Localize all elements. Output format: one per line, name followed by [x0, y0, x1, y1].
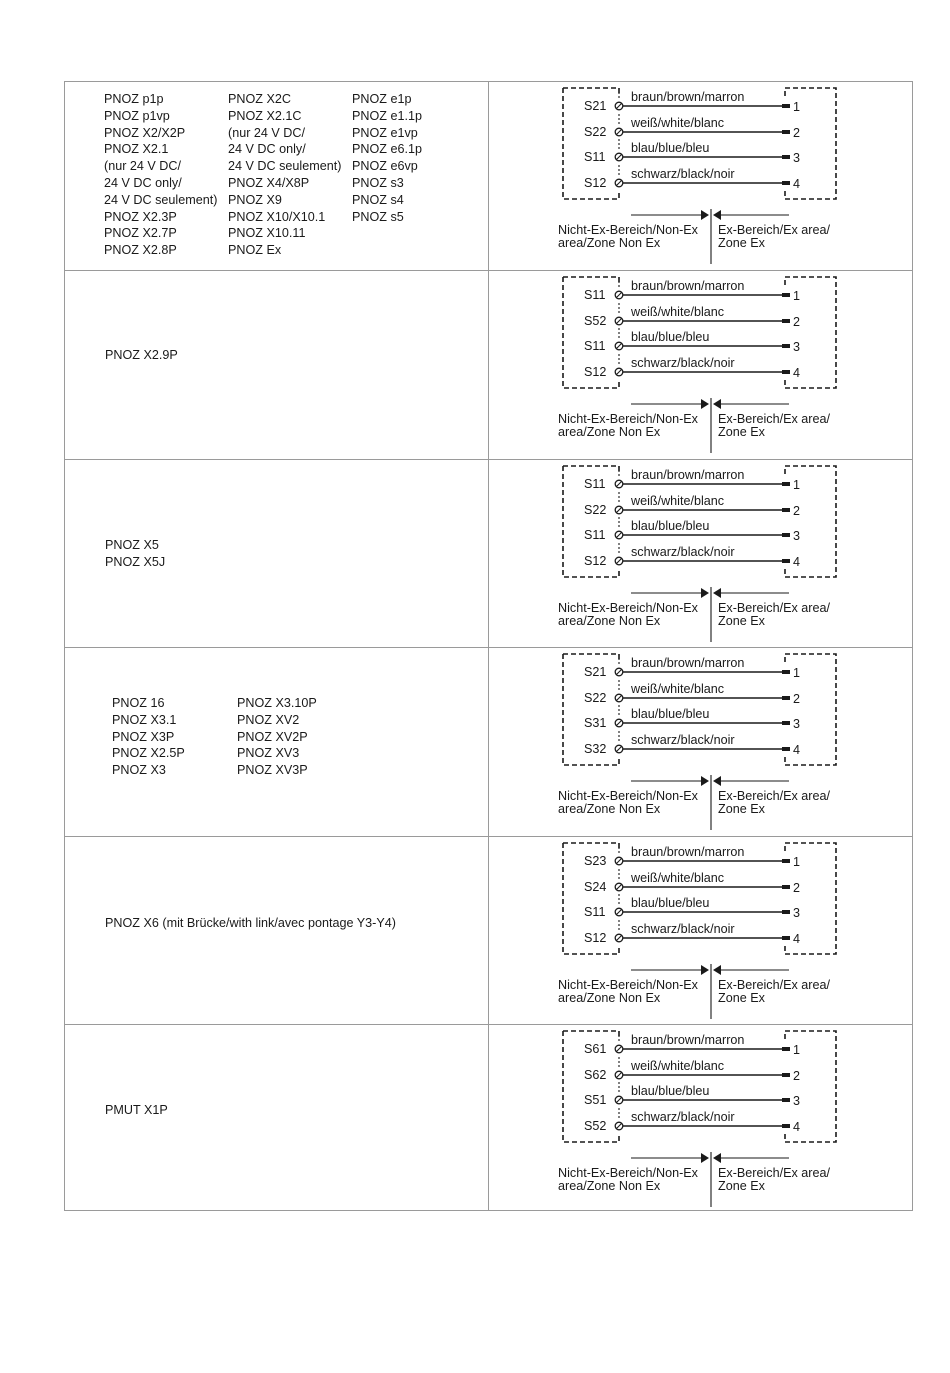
terminal-label: S24 — [584, 880, 607, 894]
device-name: PNOZ X5J — [105, 554, 166, 569]
ex-area-label: Zone Ex — [718, 425, 765, 439]
device-name: PNOZ X2.1 — [104, 142, 169, 157]
arrow-right-icon — [701, 1153, 709, 1163]
connector-number: 4 — [793, 932, 801, 946]
device-name: PNOZ s4 — [352, 192, 404, 207]
non-ex-area-label: Nicht-Ex-Bereich/Non-Ex — [558, 1166, 698, 1180]
arrow-right-icon — [701, 399, 709, 409]
terminal-label: S11 — [584, 477, 606, 491]
device-name: PNOZ s5 — [352, 209, 404, 224]
wiring-diagram-svg — [489, 82, 912, 270]
device-note: 24 V DC only/ — [228, 142, 306, 157]
terminal-label: S22 — [584, 503, 607, 517]
arrow-left-icon — [713, 210, 721, 220]
connector-number: 1 — [793, 1043, 801, 1057]
terminal-label: S11 — [584, 528, 606, 542]
non-ex-area-label: area/Zone Non Ex — [558, 1179, 661, 1193]
wire-color-label: weiß/white/blanc — [631, 682, 725, 696]
non-ex-area-label: area/Zone Non Ex — [558, 236, 661, 250]
connector-end — [782, 1047, 790, 1051]
wire-color-label: schwarz/black/noir — [631, 167, 735, 181]
terminal-label: S11 — [584, 150, 606, 164]
terminal-label: S52 — [584, 1119, 607, 1133]
wire-color-label: blau/blue/bleu — [631, 519, 710, 533]
terminal-label: S61 — [584, 1042, 607, 1056]
table-row — [65, 647, 912, 836]
connector-end — [782, 670, 790, 674]
device-note: 24 V DC only/ — [104, 175, 182, 190]
non-ex-area-label: Nicht-Ex-Bereich/Non-Ex — [558, 223, 698, 237]
device-name: PNOZ X2.9P — [105, 348, 178, 362]
connector-number: 2 — [793, 1069, 801, 1083]
ex-area-label: Ex-Bereich/Ex area/ — [718, 412, 830, 426]
ex-area-label: Ex-Bereich/Ex area/ — [718, 978, 830, 992]
wire-color-label: weiß/white/blanc — [631, 871, 725, 885]
connector-end — [782, 721, 790, 725]
connector-end — [782, 482, 790, 486]
connector-end — [782, 1124, 790, 1128]
non-ex-area-label: area/Zone Non Ex — [558, 425, 661, 439]
wire-color-label: weiß/white/blanc — [631, 305, 725, 319]
connector-number: 4 — [793, 555, 801, 569]
ex-area-label: Zone Ex — [718, 991, 765, 1005]
device-name: PNOZ X2C — [228, 92, 291, 106]
device-name: PNOZ X2.1C — [228, 108, 302, 123]
wiring-diagram — [489, 82, 912, 270]
wiring-diagram-svg — [489, 648, 912, 836]
non-ex-area-label: area/Zone Non Ex — [558, 802, 661, 816]
arrow-right-icon — [701, 776, 709, 786]
connector-number: 1 — [793, 855, 801, 869]
device-name: PNOZ X5 — [105, 538, 159, 552]
terminal-label: S12 — [584, 176, 607, 190]
device-column — [352, 91, 422, 225]
connector-end — [782, 910, 790, 914]
arrow-right-icon — [701, 965, 709, 975]
ex-area-label: Ex-Bereich/Ex area/ — [718, 789, 830, 803]
device-name: PNOZ X3 — [112, 763, 166, 778]
device-name: PNOZ X6 (mit Brücke/with link/avec pontage Y3-Y4) — [105, 916, 396, 930]
connector-end — [782, 508, 790, 512]
table-row — [65, 270, 912, 459]
non-ex-area-label: area/Zone Non Ex — [558, 614, 661, 628]
wire-color-label: schwarz/black/noir — [631, 545, 735, 559]
connector-number: 2 — [793, 315, 801, 329]
connector-end — [782, 696, 790, 700]
device-column — [105, 347, 178, 364]
device-name: PNOZ XV2 — [237, 712, 300, 727]
terminal-label: S52 — [584, 314, 607, 328]
connector-end — [782, 1098, 790, 1102]
connector-number: 1 — [793, 289, 801, 303]
ex-area-label: Ex-Bereich/Ex area/ — [718, 601, 830, 615]
terminal-label: S12 — [584, 931, 607, 945]
connector-number: 3 — [793, 151, 801, 165]
terminal-label: S21 — [584, 665, 607, 679]
terminal-label: S32 — [584, 742, 607, 756]
device-name: PNOZ s3 — [352, 175, 404, 190]
wire-color-label: blau/blue/bleu — [631, 141, 710, 155]
arrow-left-icon — [713, 965, 721, 975]
device-name: PNOZ X2/X2P — [104, 125, 186, 140]
device-name: PNOZ XV3 — [237, 746, 300, 761]
non-ex-area-label: area/Zone Non Ex — [558, 991, 661, 1005]
device-name: PNOZ X3.10P — [237, 696, 317, 710]
device-name: PNOZ p1vp — [104, 108, 170, 123]
ex-area-label: Ex-Bereich/Ex area/ — [718, 1166, 830, 1180]
device-name: PNOZ XV2P — [237, 729, 308, 744]
arrow-right-icon — [701, 210, 709, 220]
terminal-label: S11 — [584, 905, 606, 919]
connector-end — [782, 181, 790, 185]
device-wiring-table — [64, 81, 913, 1211]
arrow-left-icon — [713, 399, 721, 409]
connector-end — [782, 747, 790, 751]
connector-end — [782, 533, 790, 537]
terminal-label: S11 — [584, 339, 606, 353]
connector-end — [782, 155, 790, 159]
device-name: PNOZ 16 — [112, 696, 165, 710]
connector-number: 3 — [793, 529, 801, 543]
connector-end — [782, 859, 790, 863]
device-name: PNOZ X3P — [112, 729, 175, 744]
non-ex-area-label: Nicht-Ex-Bereich/Non-Ex — [558, 412, 698, 426]
device-column — [105, 537, 165, 571]
device-name: PNOZ e6.1p — [352, 142, 422, 157]
terminal-label: S62 — [584, 1068, 607, 1082]
device-name: PNOZ e1p — [352, 92, 412, 106]
terminal-label: S21 — [584, 99, 607, 113]
device-name: PNOZ X10/X10.1 — [228, 209, 326, 224]
arrow-left-icon — [713, 776, 721, 786]
terminal-label: S11 — [584, 288, 606, 302]
device-name: PNOZ X2.7P — [104, 226, 177, 241]
wire-color-label: braun/brown/marron — [631, 279, 745, 293]
connector-number: 3 — [793, 340, 801, 354]
device-name: PNOZ p1p — [104, 92, 164, 106]
wiring-diagram — [489, 271, 912, 459]
connector-number: 2 — [793, 126, 801, 140]
device-column — [112, 695, 185, 779]
table-row — [65, 836, 912, 1025]
wiring-diagram-svg — [489, 271, 912, 459]
terminal-label: S22 — [584, 125, 607, 139]
connector-number: 2 — [793, 692, 801, 706]
device-name: PNOZ e1vp — [352, 125, 418, 140]
device-column — [105, 915, 396, 932]
wiring-diagram-svg — [489, 460, 912, 648]
connector-end — [782, 319, 790, 323]
connector-number: 1 — [793, 100, 801, 114]
connector-end — [782, 293, 790, 297]
terminal-label: S12 — [584, 365, 607, 379]
device-name: PNOZ XV3P — [237, 763, 308, 778]
device-note: 24 V DC seulement) — [104, 192, 218, 207]
connector-end — [782, 559, 790, 563]
ex-area-label: Zone Ex — [718, 1179, 765, 1193]
connector-number: 4 — [793, 177, 801, 191]
connector-number: 2 — [793, 504, 801, 518]
device-name: PNOZ X2.8P — [104, 243, 177, 258]
connector-end — [782, 1073, 790, 1077]
device-name: PNOZ e1.1p — [352, 108, 422, 123]
connector-number: 4 — [793, 743, 801, 757]
wire-color-label: schwarz/black/noir — [631, 1110, 735, 1124]
ex-area-label: Zone Ex — [718, 614, 765, 628]
connector-end — [782, 130, 790, 134]
wiring-diagram — [489, 837, 912, 1025]
connector-number: 3 — [793, 906, 801, 920]
wire-color-label: braun/brown/marron — [631, 468, 745, 482]
device-name: PNOZ X3.1 — [112, 712, 177, 727]
arrow-right-icon — [701, 588, 709, 598]
device-note: 24 V DC seulement) — [228, 159, 342, 174]
connector-number: 3 — [793, 1094, 801, 1108]
device-column — [105, 1102, 168, 1119]
device-column — [104, 91, 217, 259]
wire-color-label: weiß/white/blanc — [631, 116, 725, 130]
wiring-diagram-svg — [489, 837, 912, 1025]
ex-area-label: Ex-Bereich/Ex area/ — [718, 223, 830, 237]
wiring-diagram — [489, 460, 912, 648]
wire-color-label: blau/blue/bleu — [631, 330, 710, 344]
device-name: PNOZ X2.3P — [104, 209, 177, 224]
connector-end — [782, 344, 790, 348]
non-ex-area-label: Nicht-Ex-Bereich/Non-Ex — [558, 789, 698, 803]
device-name: PNOZ X9 — [228, 192, 282, 207]
wire-color-label: weiß/white/blanc — [631, 494, 725, 508]
wire-color-label: schwarz/black/noir — [631, 922, 735, 936]
table-row — [65, 1024, 912, 1213]
wire-color-label: weiß/white/blanc — [631, 1059, 725, 1073]
connector-end — [782, 370, 790, 374]
connector-end — [782, 104, 790, 108]
wire-color-label: schwarz/black/noir — [631, 356, 735, 370]
terminal-label: S51 — [584, 1093, 607, 1107]
arrow-left-icon — [713, 588, 721, 598]
wire-color-label: braun/brown/marron — [631, 845, 745, 859]
device-name: PNOZ X4/X8P — [228, 175, 310, 190]
device-name: PNOZ X10.11 — [228, 226, 306, 241]
connector-number: 4 — [793, 366, 801, 380]
wiring-diagram — [489, 1025, 912, 1213]
table-row — [65, 459, 912, 648]
table-row — [65, 82, 912, 270]
non-ex-area-label: Nicht-Ex-Bereich/Non-Ex — [558, 601, 698, 615]
non-ex-area-label: Nicht-Ex-Bereich/Non-Ex — [558, 978, 698, 992]
wire-color-label: blau/blue/bleu — [631, 896, 710, 910]
ex-area-label: Zone Ex — [718, 802, 765, 816]
connector-end — [782, 885, 790, 889]
connector-end — [782, 936, 790, 940]
connector-number: 1 — [793, 666, 801, 680]
connector-number: 4 — [793, 1120, 801, 1134]
wire-color-label: braun/brown/marron — [631, 90, 745, 104]
terminal-label: S31 — [584, 716, 607, 730]
device-note: (nur 24 V DC/ — [228, 125, 305, 140]
device-column — [228, 91, 341, 259]
terminal-label: S23 — [584, 854, 607, 868]
device-note: (nur 24 V DC/ — [104, 159, 181, 174]
device-name: PNOZ Ex — [228, 243, 282, 258]
connector-number: 3 — [793, 717, 801, 731]
device-name: PNOZ e6vp — [352, 159, 418, 174]
wire-color-label: schwarz/black/noir — [631, 733, 735, 747]
wire-color-label: braun/brown/marron — [631, 1033, 745, 1047]
device-name: PNOZ X2.5P — [112, 746, 185, 761]
arrow-left-icon — [713, 1153, 721, 1163]
wire-color-label: braun/brown/marron — [631, 656, 745, 670]
ex-area-label: Zone Ex — [718, 236, 765, 250]
terminal-label: S22 — [584, 691, 607, 705]
connector-number: 1 — [793, 478, 801, 492]
wiring-diagram-svg — [489, 1025, 912, 1213]
wiring-diagram — [489, 648, 912, 836]
connector-number: 2 — [793, 881, 801, 895]
device-name: PMUT X1P — [105, 1103, 168, 1117]
terminal-label: S12 — [584, 554, 607, 568]
wire-color-label: blau/blue/bleu — [631, 707, 710, 721]
wire-color-label: blau/blue/bleu — [631, 1084, 710, 1098]
device-column — [237, 695, 317, 779]
